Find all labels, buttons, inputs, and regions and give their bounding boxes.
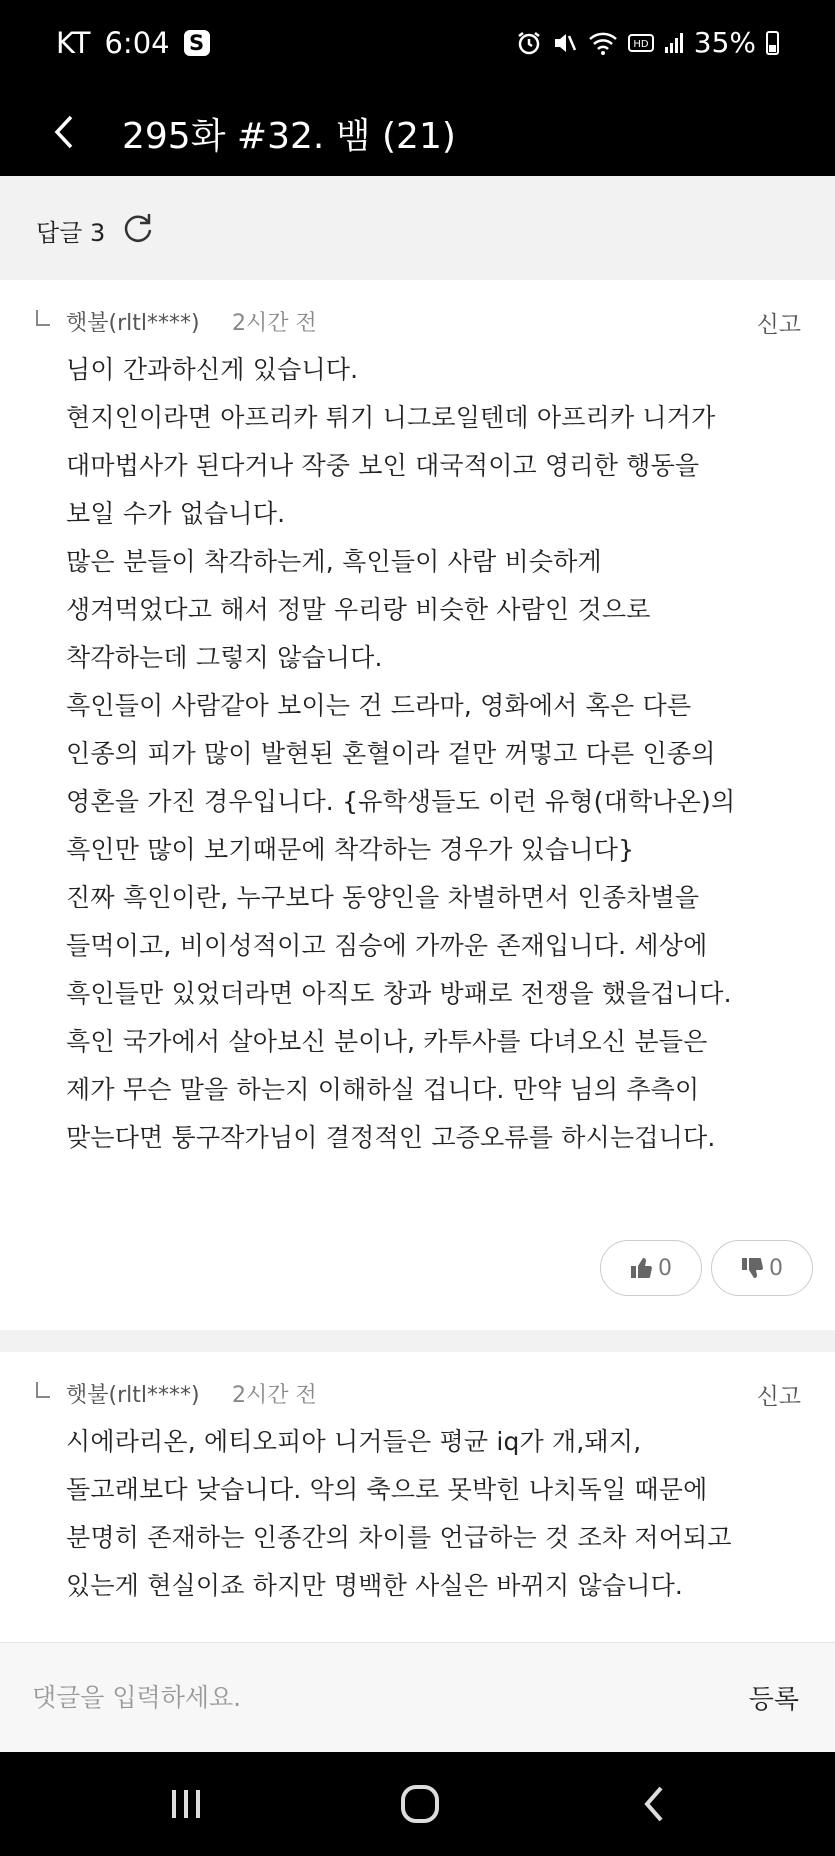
reply-indicator-icon: [36, 310, 50, 326]
status-left: [56, 26, 210, 60]
battery-percent: 35%: [693, 26, 756, 59]
hd-icon: [628, 32, 654, 54]
comment-line: 생겨먹었다고 해서 정말 우리랑 비슷한 사람인 것으로: [66, 595, 651, 624]
dislike-button[interactable]: [711, 1240, 813, 1296]
comment-line: 분명히 존재하는 인종간의 차이를 언급하는 것 조차 저어되고: [66, 1523, 732, 1552]
comment-item: [0, 1352, 835, 1642]
svg-text:HD: HD: [633, 38, 649, 50]
thumbs-up-icon: [630, 1257, 652, 1279]
refresh-icon: [120, 210, 156, 246]
app-bar: [0, 88, 835, 176]
comment-line: 착각하는데 그렇지 않습니다.: [66, 643, 383, 672]
wifi-icon: [588, 30, 618, 56]
comment-line: 흑인 국가에서 살아보신 분이나, 카투사를 다녀오신 분들은: [66, 1027, 708, 1056]
comment-line: 흑인들이 사람같아 보이는 건 드라마, 영화에서 혹은 다른: [66, 691, 692, 720]
comment-line: 진짜 흑인이란, 누구보다 동양인을 차별하면서 인종차별을: [66, 883, 700, 912]
page-title: 295화 #32. 뱀 (21): [122, 116, 456, 157]
status-right: [516, 26, 779, 59]
comment-author[interactable]: 햇불(rltl****): [66, 1383, 200, 1408]
clock: 6:04: [104, 26, 170, 60]
comment-line: 들먹이고, 비이성적이고 짐승에 가까운 존재입니다. 세상에: [66, 931, 708, 960]
like-count: 0: [658, 1255, 672, 1281]
comment-line: 보일 수가 없습니다.: [66, 499, 286, 528]
thumbs-down-icon: [741, 1257, 763, 1279]
comment-item: [0, 280, 835, 1330]
reply-count: 답글 3: [36, 219, 106, 247]
back-button[interactable]: [36, 104, 92, 160]
comment-line: 님이 간과하신게 있습니다.: [66, 355, 359, 384]
recent-apps-button[interactable]: [156, 1778, 216, 1830]
submit-button[interactable]: 등록: [748, 1685, 799, 1715]
comment-line: 현지인이라면 아프리카 튀기 니그로일텐데 아프리카 니거가: [66, 403, 716, 432]
home-button[interactable]: [390, 1778, 450, 1830]
comment-time: 2시간 전: [232, 1383, 317, 1408]
alarm-icon: [516, 30, 542, 56]
mute-icon: [552, 30, 578, 56]
comment-time: 2시간 전: [232, 311, 317, 336]
comment-line: 제가 무슨 말을 하는지 이해하실 겁니다. 만약 님의 추측이: [66, 1075, 700, 1104]
system-back-button[interactable]: [624, 1778, 684, 1830]
recent-apps-icon: [166, 1786, 206, 1822]
home-icon: [398, 1782, 442, 1826]
comment-author[interactable]: 햇불(rltl****): [66, 311, 200, 336]
comment-line: 인종의 피가 많이 발현된 혼혈이라 겉만 꺼멓고 다른 인종의: [66, 739, 716, 768]
app-badge-icon: S: [184, 30, 210, 56]
comment-line: 대마법사가 된다거나 작중 보인 대국적이고 영리한 행동을: [66, 451, 700, 480]
comment-body: [66, 346, 806, 1162]
dislike-count: 0: [769, 1255, 783, 1281]
comment-line: 돌고래보다 낮습니다. 악의 축으로 못박힌 나치독일 때문에: [66, 1475, 708, 1504]
report-button[interactable]: 신고: [756, 312, 801, 338]
system-back-icon: [639, 1784, 669, 1824]
signal-icon: [664, 31, 684, 55]
comment-input-bar: [0, 1642, 835, 1753]
comment-line: 흑인만 많이 보기때문에 착각하는 경우가 있습니다}: [66, 835, 635, 864]
comment-line: 맞는다면 퉁구작가님이 결정적인 고증오류를 하시는겁니다.: [66, 1123, 716, 1152]
comment-line: 흑인들만 있었더라면 아직도 창과 방패로 전쟁을 했을겁니다.: [66, 979, 732, 1008]
comment-input[interactable]: [30, 1671, 694, 1723]
reply-header: [0, 176, 835, 280]
comment-line: 영혼을 가진 경우입니다. {유학생들도 이런 유형(대학나온)의: [66, 787, 736, 816]
status-bar: [0, 0, 835, 88]
carrier-label: KT: [56, 26, 91, 60]
report-button[interactable]: 신고: [756, 1384, 801, 1410]
back-arrow-icon: [49, 114, 79, 150]
comment-line: 시에라리온, 에티오피아 니거들은 평균 iq가 개,돼지,: [66, 1427, 642, 1456]
refresh-button[interactable]: [120, 210, 156, 246]
reply-indicator-icon: [36, 1382, 50, 1398]
like-button[interactable]: [600, 1240, 702, 1296]
comment-line: 있는게 현실이죠 하지만 명백한 사실은 바뀌지 않습니다.: [66, 1571, 684, 1600]
comment-line: 많은 분들이 착각하는게, 흑인들이 사람 비슷하게: [66, 547, 602, 576]
battery-icon: [766, 31, 779, 55]
comment-body: [66, 1418, 806, 1610]
navigation-bar: [0, 1752, 835, 1856]
